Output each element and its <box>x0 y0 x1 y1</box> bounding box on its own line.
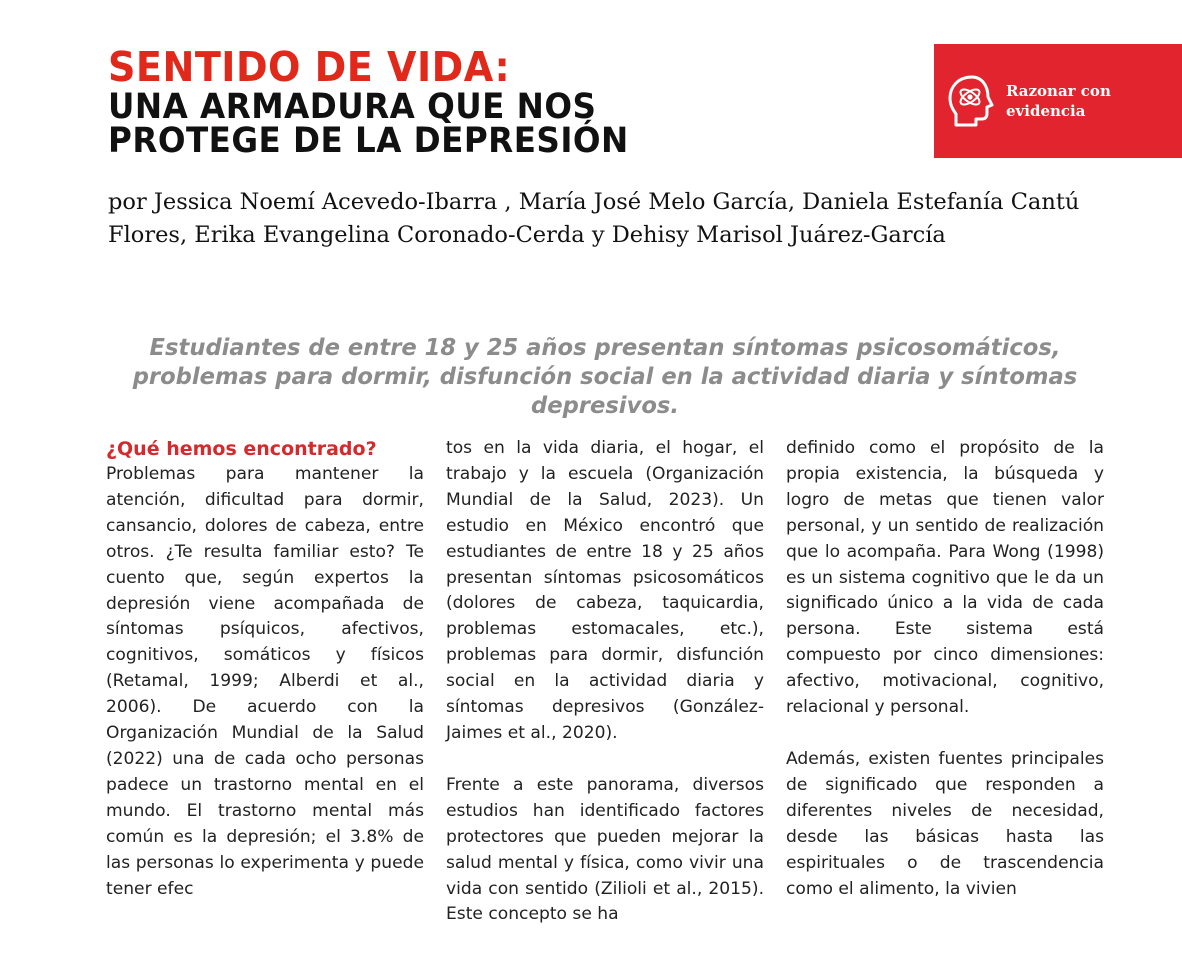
article-title <box>108 43 908 161</box>
authors-byline: por Jessica Noemí Acevedo-Ibarra , María José Melo García, Daniela Estefanía Cantú Flores, Erika Evangelina Coronado-Cerda y Dehisy Marisol Juárez-García <box>108 189 1080 248</box>
badge-label-line1: Razonar con <box>1006 82 1111 100</box>
head-atom-icon <box>946 73 998 129</box>
column-1-text: Problemas para mantener la atención, dificultad para dormir, cansancio, dolores de cabeza, entre otros. ¿Te resulta familiar esto? Te cuento que, según expertos la depresión viene acompañada de síntomas psíquicos, afectivos, cognitivos, somáticos y físicos (Retamal, 1999; Alberdi et al., 2006). De acuerdo con la Organización Mundial de la Salud (2022) una de cada ocho personas padece un trastorno mental en el mundo. El trastorno mental más común es la depresión; el 3.8% de las personas lo experimenta y puede tener efec <box>106 464 424 899</box>
title-line-2: UNA ARMADURA QUE NOS <box>108 87 597 127</box>
column-1 <box>106 436 424 902</box>
column-3-paragraph-1: definido como el propósito de la propia existencia, la búsqueda y logro de metas que tienen valor personal, y un sentido de realización que lo acompaña. Para Wong (1998) es un sistema cognitivo que le da un significado único a la vida de cada persona. Este sistema está compuesto por cinco dimensiones: afectivo, motivacional, cognitivo, relacional y personal. <box>786 438 1104 718</box>
title-line-3: PROTEGE DE LA DEPRESIÓN <box>108 121 629 161</box>
column-2 <box>446 436 764 928</box>
column-3 <box>786 436 1104 902</box>
section-heading: ¿Qué hemos encontrado? <box>106 438 377 460</box>
section-badge <box>934 44 1182 158</box>
title-main: SENTIDO DE VIDA: <box>108 43 511 91</box>
badge-label-line2: evidencia <box>1006 102 1086 120</box>
lead-paragraph: Estudiantes de entre 18 y 25 años presentan síntomas psicosomáticos, problemas para dormir, disfunción social en la actividad diaria y síntomas depresivos. <box>132 335 1078 419</box>
column-3-paragraph-2: Además, existen fuentes principales de significado que responden a diferentes niveles de necesidad, desde las básicas hasta las espirituales o de trascendencia como el alimento, la vivien <box>786 748 1104 899</box>
column-2-paragraph-1: tos en la vida diaria, el hogar, el trabajo y la escuela (Organización Mundial de la Salud, 2023). Un estudio en México encontró que estudiantes de entre 18 y 25 años presentan síntomas psicosomáticos (dolores de cabeza, taquicardia, problemas estomacales, etc.), problemas para dormir, disfunción social en la actividad diaria y síntomas depresivos (González-Jaimes et al., 2020). <box>446 438 764 743</box>
column-2-paragraph-2: Frente a este panorama, diversos estudios han identificado factores protectores que pueden mejorar la salud mental y física, como vivir una vida con sentido (Zilioli et al., 2015). Este concepto se ha <box>446 774 764 925</box>
badge-label <box>1006 81 1136 121</box>
